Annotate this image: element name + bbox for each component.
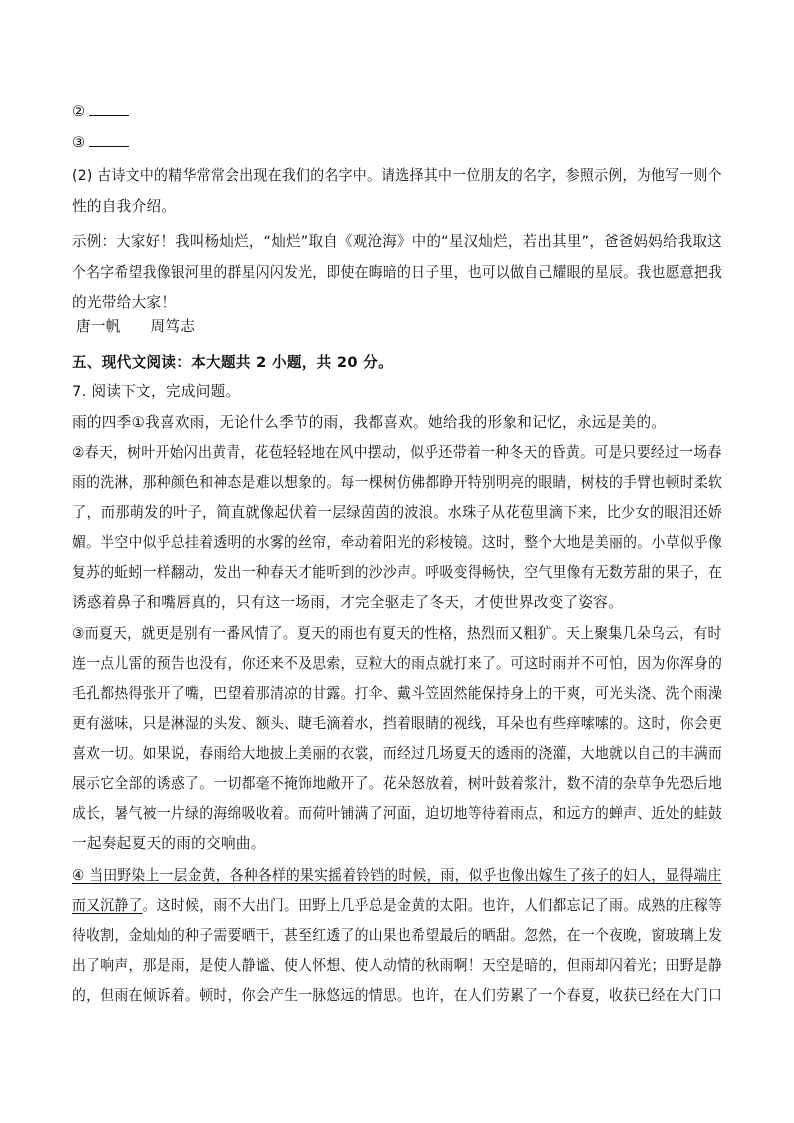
underlined-phrase: 而又沉静了	[72, 897, 143, 914]
passage-p2-line: 了，而那萌发的叶子，简直就像起伏着一层绿茵茵的波浪。水珠子从花苞里滴下来，比少女的眼泪还娇	[72, 504, 723, 521]
answer-blank-2	[72, 102, 129, 122]
passage-p2-line: 诱惑着鼻子和嘴唇真的，只有这一场雨，才完全驱走了冬天，才使世界改变了姿容。	[72, 594, 624, 611]
passage-p2-line: 媚。半空中似乎总挂着透明的水雾的丝帘，牵动着阳光的彩棱镜。这时，整个大地是美丽的。小草似乎像	[72, 534, 723, 551]
blank-label: ③	[72, 134, 86, 151]
example-line-2: 个名字希望我像银河里的群星闪闪发光，即使在晦暗的日子里，也可以做自己耀眼的星辰。我也愿意把我	[72, 264, 723, 281]
question-2-line-2: 性的自我介绍。	[72, 198, 177, 215]
passage-p2-line: ②春天，树叶开始闪出黄青，花苞轻轻地在风中摆动，似乎还带着一种冬天的昏黄。可是只要经过一场春	[72, 444, 722, 461]
blank-label: ②	[72, 103, 86, 120]
passage-p4-line: 的，但雨在倾诉着。顿时，你会产生一脉悠远的情思。也许，在人们劳累了一个春夏，收获已经在大门口	[72, 987, 723, 1004]
passage-p3-line: 成长，暑气被一片绿的海绵吸收着。而荷叶铺满了河面，迫切地等待着雨点，和远方的蝉声、近处的蛙鼓	[72, 805, 723, 822]
passage-p4-line: 待收割，金灿灿的种子需要晒干，甚至红透了的山果也希望最后的晒甜。忽然，在一个夜晚，窗玻璃上发	[72, 927, 723, 944]
passage-p3-line: 连一点儿雷的预告也没有，你还来不及思索，豆粒大的雨点就打来了。可这时雨并不可怕，因为你浑身的	[72, 655, 723, 672]
passage-p3-line: 喜欢一切。如果说，春雨给大地披上美丽的衣裳，而经过几场夏天的透雨的浇灌，大地就以自己的丰满而	[72, 745, 723, 762]
blank-line[interactable]	[89, 103, 129, 116]
answer-blank-3	[72, 133, 129, 153]
passage-p4-underlined-sentence: ④ 当田野染上一层金黄，各种各样的果实摇着铃铛的时候，雨，似乎也像出嫁生了孩子的妇人，显得端庄	[72, 867, 722, 884]
example-line-3: 的光带给大家！	[72, 294, 177, 311]
passage-p3-line: 毛孔都热得张开了嘴，巴望着那清凉的甘露。打伞、戴斗笠固然能保持身上的干爽，可光头浇、洗个雨澡	[72, 685, 723, 702]
passage-p4-line	[72, 896, 722, 916]
passage-paragraph-1: 雨的四季①我喜欢雨，无论什么季节的雨，我都喜欢。她给我的形象和记忆，永远是美的。	[72, 414, 667, 431]
passage-p3-line: ③而夏天，就更是别有一番风情了。夏天的雨也有夏天的性格，热烈而又粗犷。天上聚集几朵乌云，有时	[72, 625, 722, 642]
passage-p3-line: 展示它全部的诱惑了。一切都毫不掩饰地敞开了。花朵怒放着，树叶鼓着浆汁，数不清的杂草争先恐后地	[72, 775, 723, 792]
blank-line[interactable]	[89, 134, 129, 147]
question-7-prompt: 7. 阅读下文，完成问题。	[72, 383, 241, 400]
example-line-1: 示例：大家好！我叫杨灿烂，“灿烂”取自《观沧海》中的“星汉灿烂，若出其里”，爸爸妈妈给我取这	[72, 233, 722, 250]
passage-text: 。这时候，雨不大出门。田野上几乎总是金黄的太阳。也许，人们都忘记了雨。成熟的庄稼等	[142, 897, 723, 914]
passage-p3-line: 更有滋味，只是淋湿的头发、额头、睫毛滴着水，挡着眼睛的视线，耳朵也有些痒嗦嗦的。这时，你会更	[72, 715, 723, 732]
section-5-heading: 五、现代文阅读：本大题共 2 小题，共 20 分。	[72, 354, 393, 371]
passage-p3-line: 一起奏起夏天的雨的交响曲。	[72, 835, 266, 852]
passage-p2-line: 雨的洗淋，那种颜色和神态是难以想象的。每一棵树仿佛都睁开特别明亮的眼睛，树枝的手臂也顿时柔软	[72, 474, 723, 491]
question-2-line-1: (2) 古诗文中的精华常常会出现在我们的名字中。请选择其中一位朋友的名字，参照示例，为他写一则个	[72, 167, 722, 184]
friend-names: 唐一帆 周笃志	[76, 318, 196, 335]
passage-p4-line: 出了响声，那是雨，是使人静谧、使人怀想、使人动情的秋雨啊！天空是暗的，但雨却闪着光；田野是静	[72, 957, 723, 974]
passage-p2-line: 复苏的蚯蚓一样翻动，发出一种春天才能听到的沙沙声。呼吸变得畅快，空气里像有无数芳甜的果子，在	[72, 564, 723, 581]
